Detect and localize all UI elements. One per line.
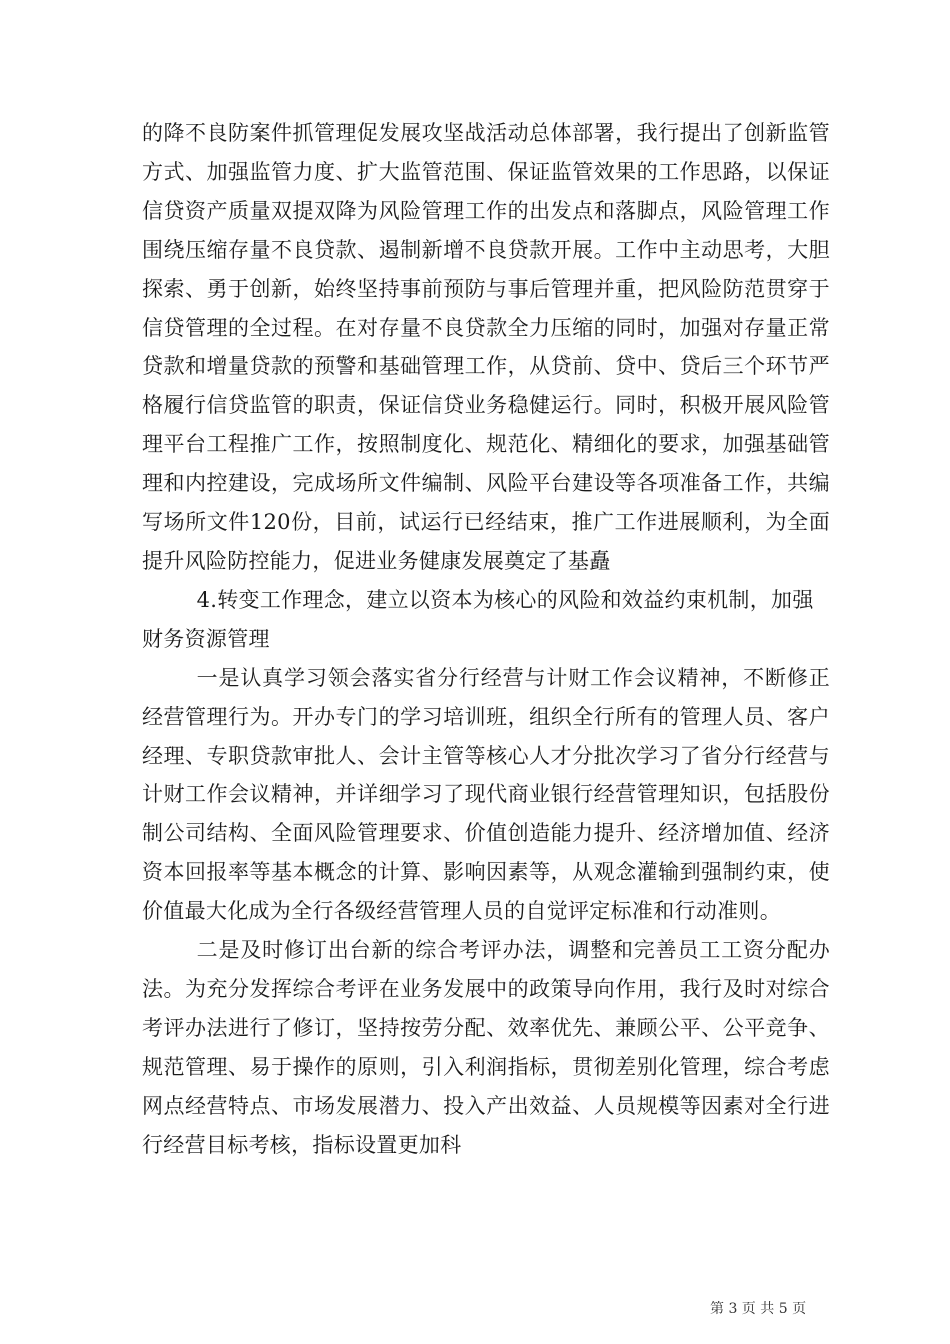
section-heading-4: 4.转变工作理念，建立以资本为核心的风险和效益约束机制，加强财务资源管理 [142, 587, 814, 651]
paragraph-study-meeting: 一是认真学习领会落实省分行经营与计财工作会议精神，不断修正经营管理行为。开办专门的学习培训班，组织全行所有的管理人员、客户经理、专职贷款审批人、会计主管等核心人才分批次学习了省分行经营与计财工作会议精神，并详细学习了现代商业银行经营管理知识，包括股份制公司结构、全面风险管理要求、价值创造能力提升、经济增加值、经济资本回报率等基本概念的计算、影响因素等，从观念灌输到强制约束，使价值最大化成为全行各级经营管理人员的自觉评定标准和行动准则。 [142, 665, 830, 924]
paragraph-evaluation-method: 二是及时修订出台新的综合考评办法，调整和完善员工工资分配办法。为充分发挥综合考评在业务发展中的政策导向作用，我行及时对综合考评办法进行了修订，坚持按劳分配、效率优先、兼顾公平、公平竞争、规范管理、易于操作的原则，引入利润指标，贯彻差别化管理，综合考虑网点经营特点、市场发展潜力、投入产出效益、人员规模等因素对全行进行经营目标考核，指标设置更加科 [142, 938, 830, 1157]
paragraph-risk-management: 的降不良防案件抓管理促发展攻坚战活动总体部署，我行提出了创新监管方式、加强监管力度、扩大监管范围、保证监管效果的工作思路，以保证信贷资产质量双提双降为风险管理工作的出发点和落脚点，风险管理工作围绕压缩存量不良贷款、遏制新增不良贷款开展。工作中主动思考，大胆探索、勇于创新，始终坚持事前预防与事后管理并重，把风险防范贯穿于信贷管理的全过程。在对存量不良贷款全力压缩的同时，加强对存量正常贷款和增量贷款的预警和基础管理工作，从贷前、贷中、贷后三个环节严格履行信贷监管的职责，保证信贷业务稳健运行。同时，积极开展风险管理平台工程推广工作，按照制度化、规范化、精细化的要求，加强基础管理和内控建设，完成场所文件编制、风险平台建设等各项准备工作，共编写场所文件120份，目前，试运行已经结束，推广工作进展顺利，为全面提升风险防控能力，促进业务健康发展奠定了基矗 [142, 121, 830, 573]
document-body [142, 114, 830, 1164]
page-number-footer: 第 3 页 共 5 页 [710, 1301, 807, 1317]
